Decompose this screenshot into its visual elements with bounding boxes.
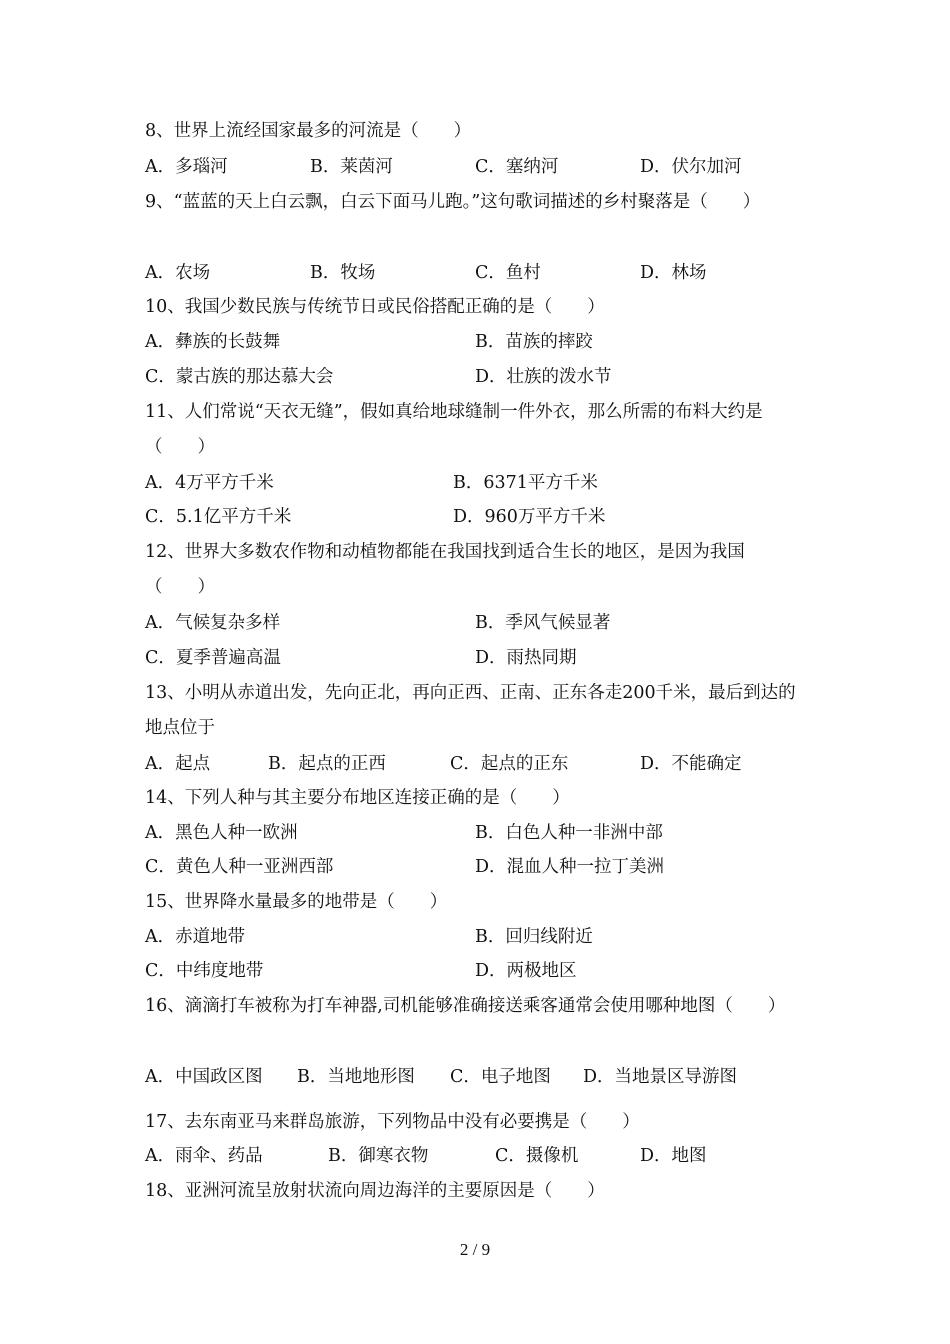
question-13-options [145,747,805,782]
option-c: C．起点的正东 [450,754,569,774]
question-13: 13、小明从赤道出发，先向正北，再向正西、正南、正东各走200千米，最后到达的地点位于 [145,683,796,738]
question-11-options-row1 [145,466,805,501]
option-d: D．当地景区导游图 [583,1067,738,1087]
question-14-options-row1 [145,816,805,851]
option-c: C．鱼村 [475,263,541,283]
option-a: A．中国政区图 [145,1067,263,1087]
option-c: C．黄色人种一亚洲西部 [145,857,334,877]
option-c: C．夏季普遍高温 [145,648,281,668]
option-a: A．农场 [145,263,211,283]
option-a: A．雨伞、药品 [145,1146,263,1166]
question-18: 18、亚洲河流呈放射状流向周边海洋的主要原因是（ ） [145,1181,605,1201]
question-17-options [145,1139,805,1174]
option-d: D．两极地区 [475,961,577,981]
option-b: B．苗族的摔跤 [475,332,593,352]
option-a: A．多瑙河 [145,157,228,177]
question-17: 17、去东南亚马来群岛旅游，下列物品中没有必要携是（ ） [145,1112,640,1132]
option-d: D．林场 [640,263,707,283]
option-d: D．混血人种一拉丁美洲 [475,857,665,877]
question-9-options [145,256,805,291]
question-12: 12、世界大多数农作物和动植物都能在我国找到适合生长的地区，是因为我国（ ） [145,542,745,597]
question-12-options-row2 [145,641,805,676]
option-b: B．莱茵河 [310,157,393,177]
option-b: B．御寒衣物 [328,1146,429,1166]
question-16-options [145,1060,805,1095]
question-11-options-row2 [145,500,805,535]
option-b: B．季风气候显著 [475,613,611,633]
option-b: B．起点的正西 [268,754,386,774]
option-a: A．赤道地带 [145,927,246,947]
option-a: A．气候复杂多样 [145,613,281,633]
option-c: C．塞纳河 [475,157,559,177]
option-a: A．起点 [145,754,211,774]
question-16: 16、滴滴打车被称为打车神器,司机能够准确接送乘客通常会使用哪种地图（ ） [145,996,786,1016]
option-c: C．5.1亿平方千米 [145,507,292,527]
option-c: C．电子地图 [450,1067,551,1087]
question-14-options-row2 [145,850,805,885]
option-d: D．不能确定 [640,754,742,774]
question-9: 9、“蓝蓝的天上白云飘，白云下面马儿跑。”这句歌词描述的乡村聚落是（ ） [145,192,761,212]
question-10-options-row2 [145,360,805,395]
question-15-options-row1 [145,920,805,955]
question-10-options-row1 [145,325,805,360]
page-number: 2 / 9 [459,1240,491,1259]
option-b: B．当地地形图 [297,1067,415,1087]
question-15: 15、世界降水量最多的地带是（ ） [145,892,448,912]
question-8: 8、世界上流经国家最多的河流是（ ） [145,121,472,141]
option-a: A．彝族的长鼓舞 [145,332,281,352]
option-c: C．蒙古族的那达慕大会 [145,367,334,387]
option-c: C．摄像机 [495,1146,579,1166]
option-d: D．960万平方千米 [453,507,606,527]
option-b: B．白色人种一非洲中部 [475,823,663,843]
option-b: B．6371平方千米 [453,473,598,493]
option-b: B．回归线附近 [475,927,593,947]
question-11: 11、人们常说“天衣无缝”，假如真给地球缝制一件外衣，那么所需的布料大约是（ ） [145,402,763,457]
option-a: A．黑色人种一欧洲 [145,823,298,843]
question-12-options-row1 [145,606,805,641]
option-b: B．牧场 [310,263,376,283]
question-10: 10、我国少数民族与传统节日或民俗搭配正确的是（ ） [145,297,605,317]
option-a: A．4万平方千米 [145,473,274,493]
question-14: 14、下列人种与其主要分布地区连接正确的是（ ） [145,788,570,808]
option-d: D．雨热同期 [475,648,577,668]
question-8-options [145,150,805,185]
option-c: C．中纬度地带 [145,961,264,981]
option-d: D．壮族的泼水节 [475,367,612,387]
question-15-options-row2 [145,954,805,989]
option-d: D．地图 [640,1146,707,1166]
option-d: D．伏尔加河 [640,157,742,177]
